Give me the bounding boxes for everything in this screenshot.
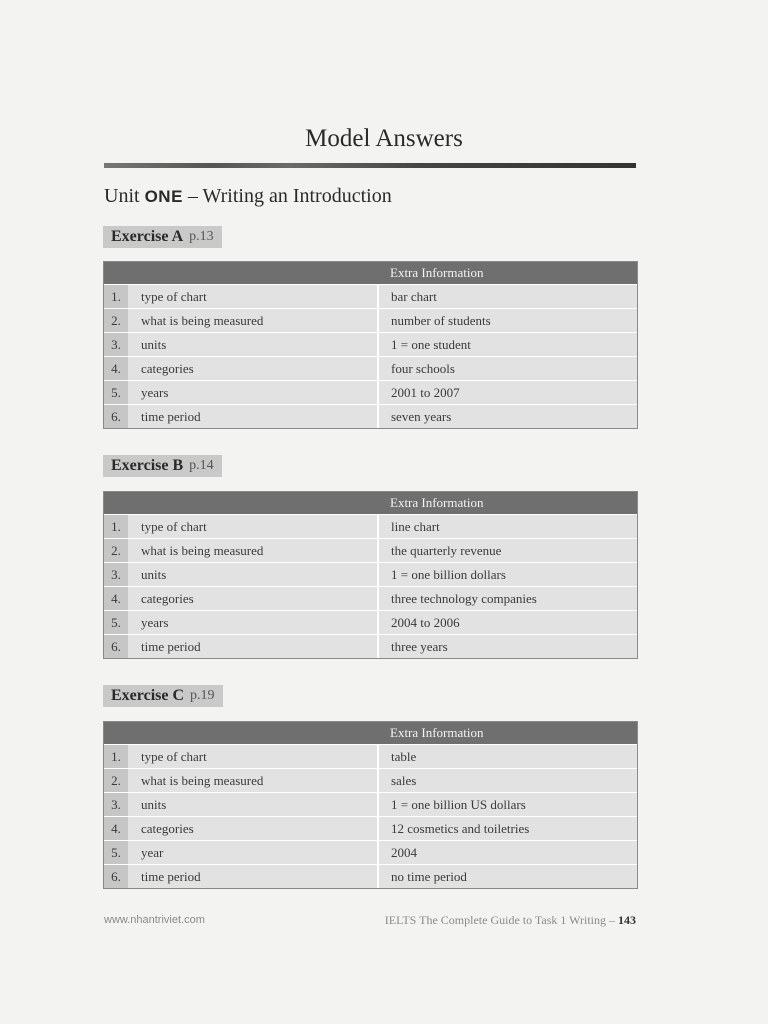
header-label-cell <box>128 262 378 285</box>
row-number: 5. <box>104 611 128 635</box>
row-label: type of chart <box>128 745 378 769</box>
header-num-cell <box>104 262 128 285</box>
exercise-b-table <box>104 492 637 658</box>
row-number: 6. <box>104 865 128 889</box>
header-num-cell <box>104 492 128 515</box>
row-label: units <box>128 333 378 357</box>
header-label-cell <box>128 722 378 745</box>
row-number: 1. <box>104 515 128 539</box>
table-row <box>104 587 637 611</box>
row-label: what is being measured <box>128 769 378 793</box>
row-label: year <box>128 841 378 865</box>
row-number: 5. <box>104 841 128 865</box>
row-label: time period <box>128 405 378 429</box>
row-label: type of chart <box>128 515 378 539</box>
table-row <box>104 515 637 539</box>
row-value: bar chart <box>378 285 637 309</box>
table-header-row <box>104 492 637 515</box>
exercise-name: Exercise C <box>111 687 185 704</box>
row-number: 3. <box>104 563 128 587</box>
row-value: table <box>378 745 637 769</box>
exercise-b-label <box>103 455 222 477</box>
header-extra-info: Extra Information <box>378 722 637 745</box>
table-row <box>104 817 637 841</box>
row-value: 1 = one billion US dollars <box>378 793 637 817</box>
row-value: 2004 to 2006 <box>378 611 637 635</box>
table-row <box>104 793 637 817</box>
row-number: 3. <box>104 333 128 357</box>
header-extra-info: Extra Information <box>378 492 637 515</box>
exercise-c-table <box>104 722 637 888</box>
row-number: 1. <box>104 745 128 769</box>
page-title: Model Answers <box>305 125 463 152</box>
row-label: categories <box>128 817 378 841</box>
row-label: time period <box>128 635 378 659</box>
table-row <box>104 285 637 309</box>
row-label: years <box>128 611 378 635</box>
exercise-page: p.13 <box>189 229 214 244</box>
table-row <box>104 611 637 635</box>
table-header-row <box>104 722 637 745</box>
exercise-a-label <box>103 226 222 248</box>
row-value: four schools <box>378 357 637 381</box>
row-number: 2. <box>104 309 128 333</box>
row-number: 5. <box>104 381 128 405</box>
table-row <box>104 357 637 381</box>
row-value: 12 cosmetics and toiletries <box>378 817 637 841</box>
row-number: 2. <box>104 769 128 793</box>
exercise-name: Exercise A <box>111 228 184 245</box>
row-label: units <box>128 563 378 587</box>
exercise-name: Exercise B <box>111 457 184 474</box>
row-number: 1. <box>104 285 128 309</box>
table-row <box>104 539 637 563</box>
footer-book-title: IELTS The Complete Guide to Task 1 Writing – <box>384 913 615 927</box>
table-row <box>104 769 637 793</box>
unit-title: – Writing an Introduction <box>187 185 392 207</box>
row-value: sales <box>378 769 637 793</box>
header-label-cell <box>128 492 378 515</box>
row-label: units <box>128 793 378 817</box>
row-number: 4. <box>104 817 128 841</box>
row-value: line chart <box>378 515 637 539</box>
footer-book-info <box>385 913 636 928</box>
row-value: number of students <box>378 309 637 333</box>
table-row <box>104 745 637 769</box>
header-extra-info: Extra Information <box>378 262 637 285</box>
unit-heading <box>104 185 392 208</box>
row-value: 1 = one billion dollars <box>378 563 637 587</box>
row-label: years <box>128 381 378 405</box>
unit-number: ONE <box>144 187 183 206</box>
table-row <box>104 635 637 659</box>
row-value: 2001 to 2007 <box>378 381 637 405</box>
row-label: what is being measured <box>128 539 378 563</box>
page-number: 143 <box>618 913 636 927</box>
table-row <box>104 405 637 429</box>
row-value: seven years <box>378 405 637 429</box>
row-number: 6. <box>104 635 128 659</box>
exercise-c-label <box>103 685 223 707</box>
unit-prefix: Unit <box>104 185 140 207</box>
header-num-cell <box>104 722 128 745</box>
row-label: categories <box>128 357 378 381</box>
row-label: what is being measured <box>128 309 378 333</box>
table-row <box>104 309 637 333</box>
table-row <box>104 381 637 405</box>
footer-website: www.nhantriviet.com <box>104 914 205 926</box>
row-value: 2004 <box>378 841 637 865</box>
row-value: no time period <box>378 865 637 889</box>
table-row <box>104 841 637 865</box>
row-value: three years <box>378 635 637 659</box>
row-value: the quarterly revenue <box>378 539 637 563</box>
row-label: time period <box>128 865 378 889</box>
table-row <box>104 563 637 587</box>
row-number: 6. <box>104 405 128 429</box>
row-label: type of chart <box>128 285 378 309</box>
table-row <box>104 865 637 889</box>
row-number: 3. <box>104 793 128 817</box>
exercise-page: p.19 <box>190 688 215 703</box>
table-row <box>104 333 637 357</box>
exercise-page: p.14 <box>189 458 214 473</box>
row-number: 4. <box>104 587 128 611</box>
row-number: 4. <box>104 357 128 381</box>
row-label: categories <box>128 587 378 611</box>
row-value: three technology companies <box>378 587 637 611</box>
table-header-row <box>104 262 637 285</box>
row-number: 2. <box>104 539 128 563</box>
title-rule <box>104 163 636 168</box>
exercise-a-table <box>104 262 637 428</box>
row-value: 1 = one student <box>378 333 637 357</box>
